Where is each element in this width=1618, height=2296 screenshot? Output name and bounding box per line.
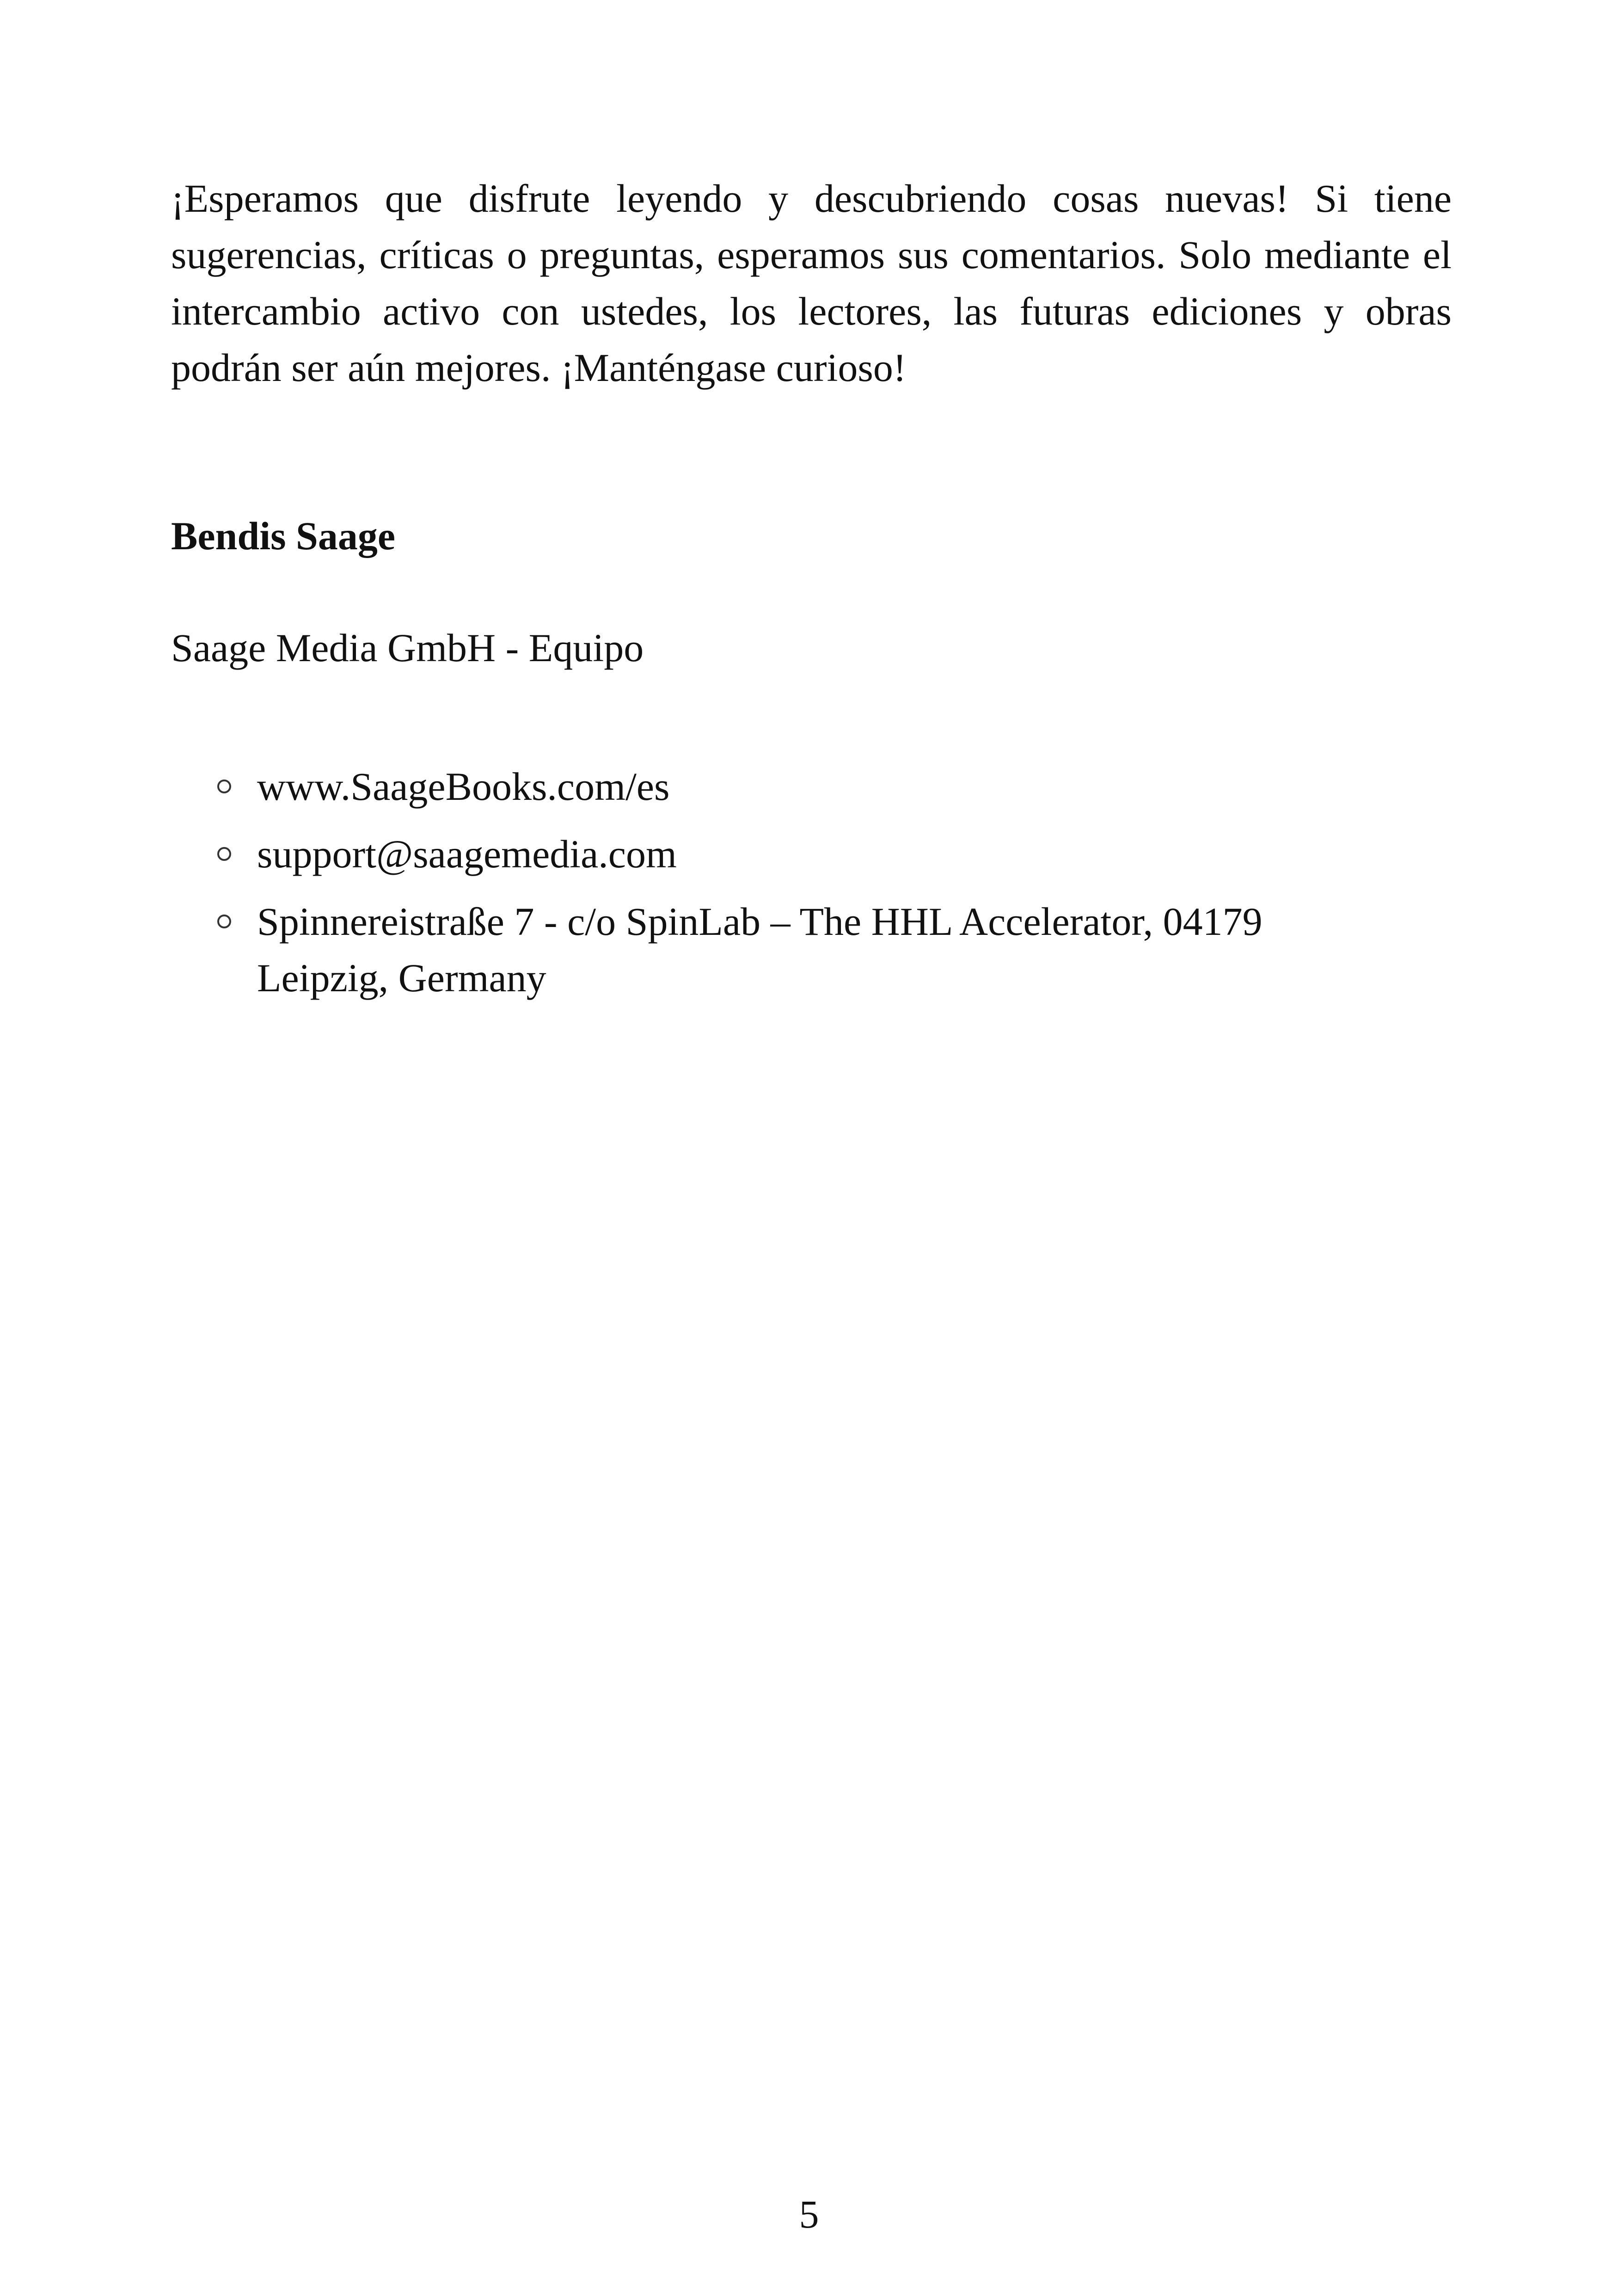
author-name: Bendis Saage	[171, 514, 396, 558]
team-name: Saage Media GmbH - Equipo	[171, 626, 644, 670]
contact-list	[171, 758, 1452, 1017]
contact-email	[171, 826, 1452, 882]
address-line-1: Spinnereistraße 7 - c/o SpinLab – The HHL Accelerator, 04179	[257, 899, 1263, 944]
contact-website	[171, 758, 1452, 815]
circle-bullet-icon	[217, 915, 231, 928]
circle-bullet-icon	[217, 847, 231, 861]
intro-paragraph: ¡Esperamos que disfrute leyendo y descubriendo cosas nuevas! Si tiene sugerencias, críticas o preguntas, esperamos sus comentarios. Solo mediante el intercambio activo con ustedes, los lectores, las futuras ediciones y obras podrán ser aún mejores. ¡Manténgase curioso!	[171, 176, 1452, 390]
contact-address	[171, 893, 1452, 1006]
website-text: www.SaageBooks.com/es	[257, 764, 670, 809]
page-number: 5	[799, 2192, 819, 2236]
address-line-2: Leipzig, Germany	[257, 956, 546, 1000]
email-text: support@saagemedia.com	[257, 832, 677, 876]
circle-bullet-icon	[217, 780, 231, 793]
